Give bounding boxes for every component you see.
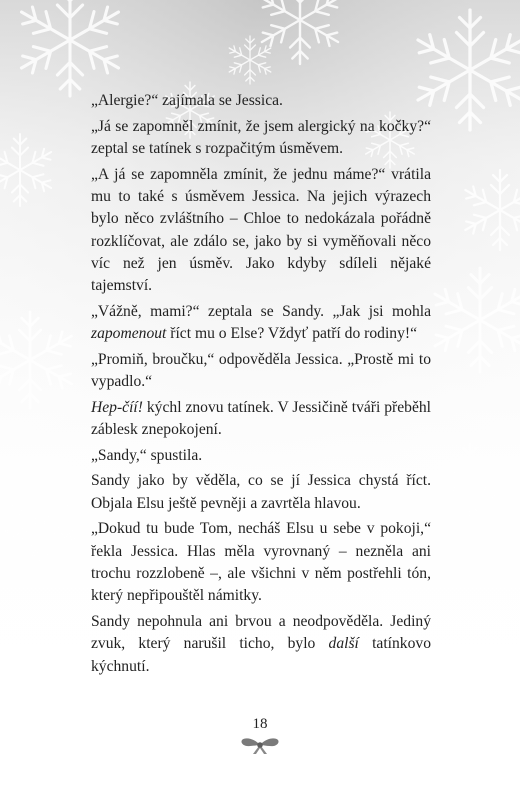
paragraph: „Vážně, mami?“ zeptala se Sandy. „Jak jsi mohla zapomenout říct mu o Else? Vždyť patří do rodiny!“	[91, 302, 431, 343]
paragraph: „Alergie?“ zajímala se Jessica.	[91, 92, 283, 109]
paragraph: „Dokud tu bude Tom, necháš Elsu u sebe v pokoji,“ řekla Jessica. Hlas měla vyrovnaný – nezněla ani trochu rozzlobeně –, ale všichni v něm postřehli tón, který nepřipouštěl námitky.	[91, 520, 431, 605]
italic-word: zapomenout	[91, 325, 167, 343]
bow-icon	[240, 737, 280, 755]
paragraph: „Já se zapomněl zmínit, že jsem alergický na kočky?“ zeptal se tatínek s rozpačitým úsměvem.	[91, 117, 431, 157]
page-number: 18	[252, 716, 268, 732]
paragraph: Sandy jako by věděla, co se jí Jessica chystá říct. Objala Elsu ještě pevněji a zavrtěla hlavou.	[91, 472, 431, 512]
page-text	[91, 90, 431, 681]
paragraph: „A já se zapomněla zmínit, že jednu máme?“ vrátila mu to také s úsměvem Jessica. Na jejich výrazech bylo něco zvláštního – Chloe to nedokázala pořádně rozklíčovat, ale zdálo se, jako by si vyměňovali něco víc než jen úsměv. Jako kdyby sdíleli nějaké tajemství.	[91, 165, 431, 295]
italic-word: Hep-číí!	[91, 398, 143, 416]
paragraph: Hep-číí! kýchl znovu tatínek. V Jessičině tváři přeběhl záblesk znepokojení.	[91, 398, 431, 439]
paragraph: „Sandy,“ spustila.	[91, 446, 203, 464]
paragraph: „Promiň, broučku,“ odpověděla Jessica. „Prostě mi to vypadlo.“	[91, 350, 431, 391]
italic-word: další	[328, 635, 359, 653]
paragraph: Sandy nepohnula ani brvou a neodpověděla. Jediný zvuk, který narušil ticho, bylo další tatínkovo kýchnutí.	[91, 613, 431, 675]
